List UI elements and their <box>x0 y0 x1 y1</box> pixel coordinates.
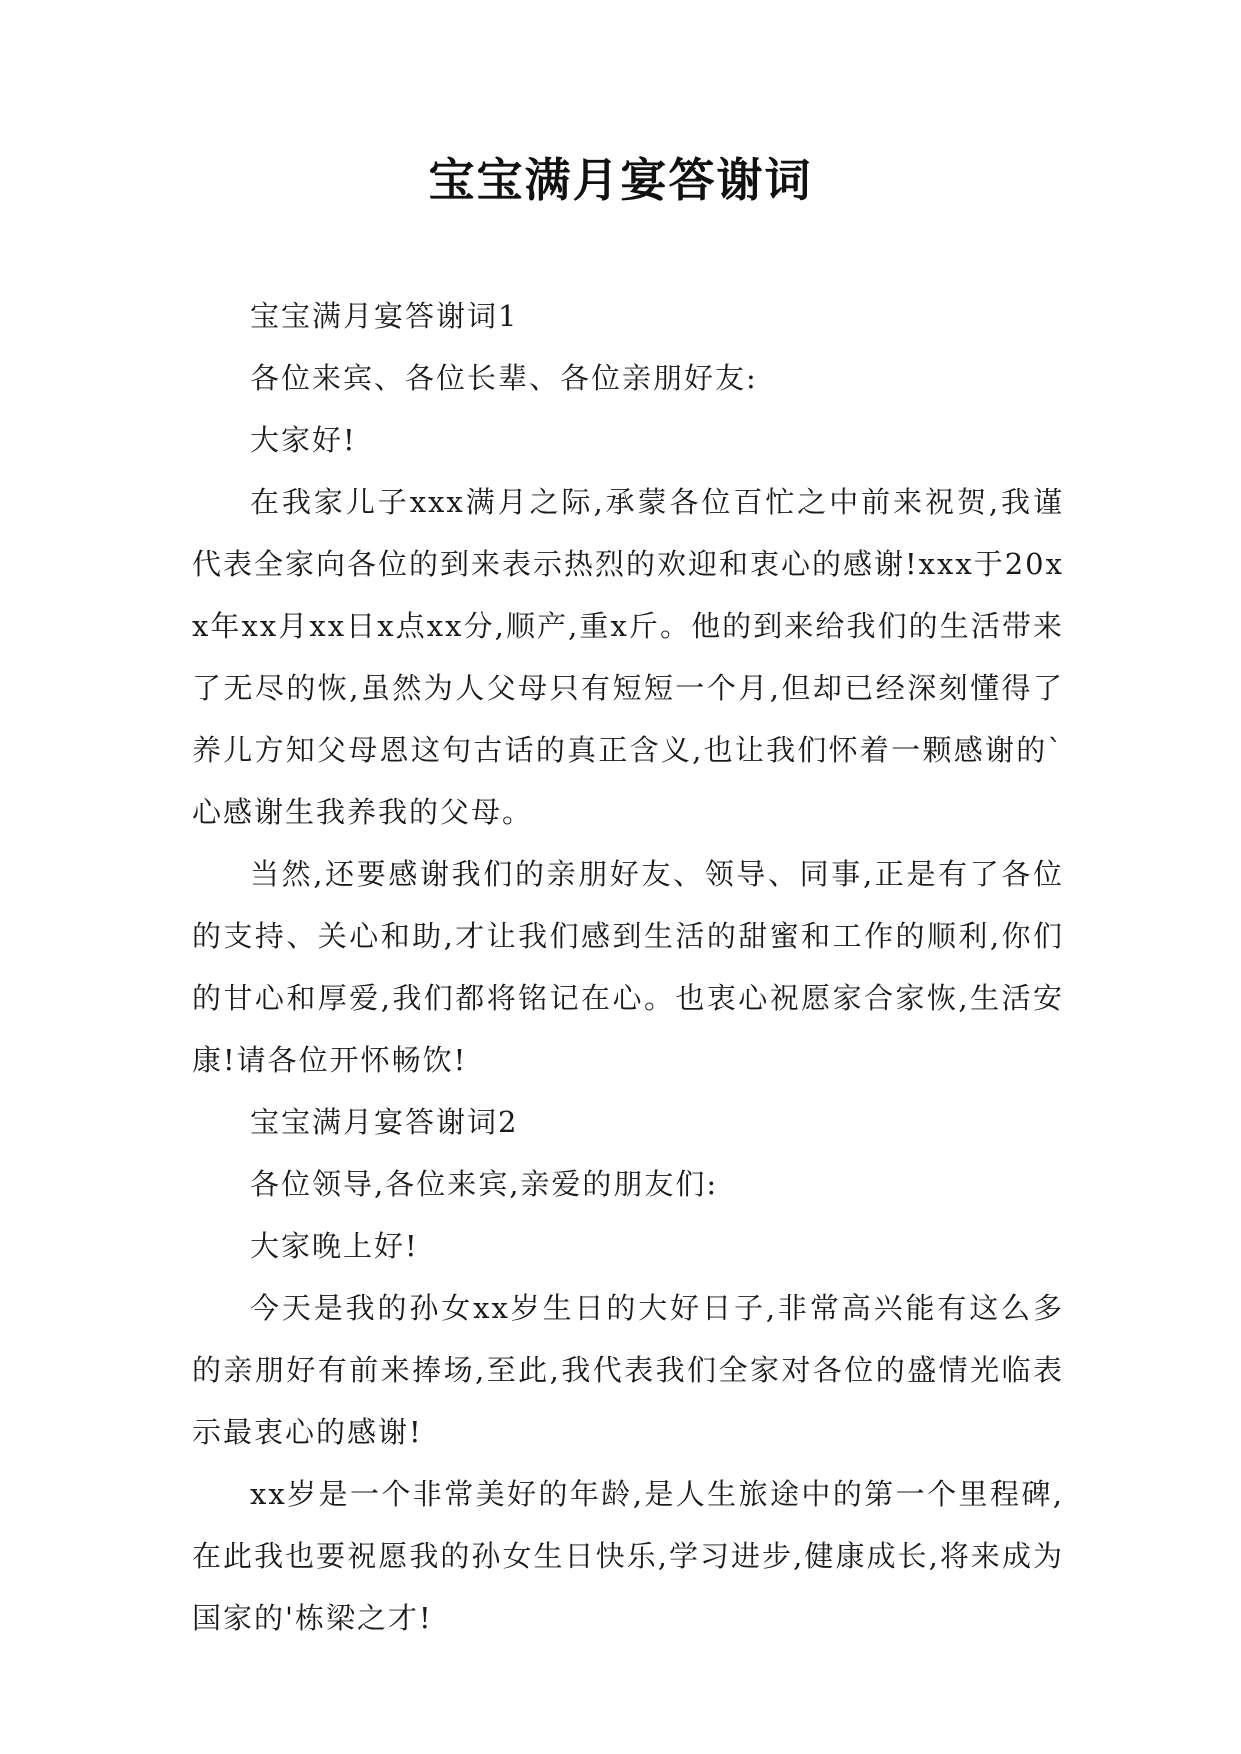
document-body <box>192 285 1064 1649</box>
greeting-1: 大家好! <box>250 423 357 457</box>
section-heading-1: 宝宝满月宴答谢词1 <box>250 299 519 333</box>
page-title: 宝宝满月宴答谢词 <box>428 153 813 207</box>
greeting-2: 大家晚上好! <box>250 1229 419 1263</box>
body-paragraph: 在我家儿子xxx满月之际,承蒙各位百忙之中前来祝贺,我谨代表全家向各位的到来表示热烈的欢迎和衷心的感谢!xxx于20xx年xx月xx日x点xx分,顺产,重x斤。他的到来给我们的生活带来了无尽的恢,虽然为人父母只有短短一个月,但却已经深刻懂得了养儿方知父母恩这句古话的真正含义,也让我们怀着一颗感谢的`心感谢生我养我的父母。 <box>192 485 1064 829</box>
salutation-1: 各位来宾、各位长辈、各位亲朋好友: <box>250 361 758 395</box>
body-paragraph: 今天是我的孙女xx岁生日的大好日子,非常高兴能有这么多的亲朋好有前来捧场,至此,我代表我们全家对各位的盛情光临表示最衷心的感谢! <box>192 1291 1064 1449</box>
body-paragraph: 当然,还要感谢我们的亲朋好友、领导、同事,正是有了各位的支持、关心和助,才让我们感到生活的甜蜜和工作的顺利,你们的甘心和厚爱,我们都将铭记在心。也衷心祝愿家合家恢,生活安康!请各位开怀畅饮! <box>192 857 1064 1077</box>
salutation-2: 各位领导,各位来宾,亲爱的朋友们: <box>250 1167 719 1201</box>
body-paragraph: xx岁是一个非常美好的年龄,是人生旅途中的第一个里程碑,在此我也要祝愿我的孙女生日快乐,学习进步,健康成长,将来成为国家的'栋梁之才! <box>192 1477 1064 1635</box>
section-heading-2: 宝宝满月宴答谢词2 <box>250 1105 519 1139</box>
